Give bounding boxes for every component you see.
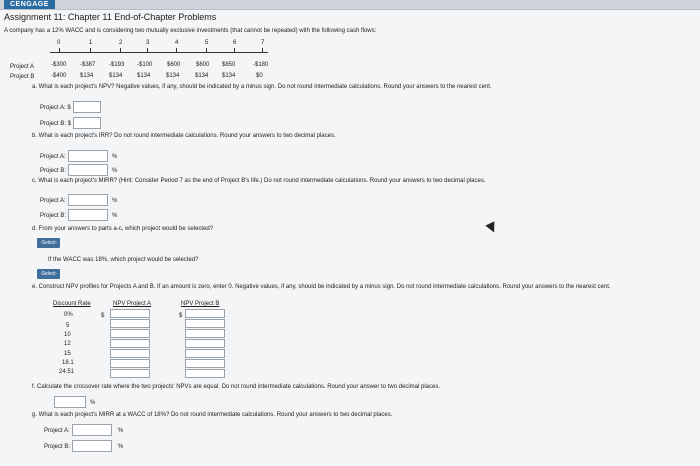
period-label: 5 — [205, 40, 209, 46]
rate-label: 0% — [64, 312, 73, 318]
irr-b-label: Project B: — [40, 168, 67, 174]
mouse-cursor-icon — [485, 221, 498, 234]
cash-flow-a: -$193 — [109, 62, 125, 68]
timeline-tick — [176, 48, 177, 52]
period-label: 7 — [261, 40, 265, 46]
cash-flow-a: $600 — [167, 62, 181, 68]
cash-flow-b: $134 — [195, 73, 209, 79]
npv-b-profile-input[interactable] — [185, 319, 225, 328]
cash-flow-a: -$387 — [80, 62, 96, 68]
rate-label: 10 — [64, 332, 71, 338]
npv-a-profile-input[interactable] — [110, 329, 150, 338]
npv-b-profile-input[interactable] — [185, 309, 225, 318]
crossover-input[interactable] — [54, 396, 86, 408]
cash-flow-b: -$400 — [51, 73, 67, 79]
npv-a-profile-input[interactable] — [110, 319, 150, 328]
cash-flow-b: $134 — [166, 73, 180, 79]
period-label: 0 — [57, 40, 61, 46]
rate-label: 15 — [64, 351, 71, 357]
brand-logo: CENGAGE — [4, 0, 55, 9]
mirr-b-input[interactable] — [68, 209, 108, 221]
timeline-tick — [120, 48, 121, 52]
cash-flow-b: $134 — [137, 73, 151, 79]
timeline-tick — [90, 48, 91, 52]
cash-flow-a: $600 — [196, 62, 210, 68]
npv-a-input[interactable] — [73, 101, 101, 113]
page-title: Assignment 11: Chapter 11 End-of-Chapter Problems — [4, 12, 217, 22]
problem-intro: A company has a 12% WACC and is considering two mutually exclusive investments (that cannot be repeated) with the following cash flows: — [4, 28, 377, 34]
irr-b-pct: % — [112, 168, 118, 174]
npv-b-label: Project B: $ — [40, 121, 72, 127]
timeline-axis — [50, 52, 268, 53]
browser-top-bar — [0, 0, 700, 10]
timeline-tick — [234, 48, 235, 52]
period-label: 4 — [175, 40, 179, 46]
mirr18-b-pct: % — [118, 444, 124, 450]
npv-b-input[interactable] — [73, 117, 101, 129]
npv-a-label: Project A: $ — [40, 105, 71, 111]
crossover-pct: % — [90, 400, 96, 406]
project-a-label: Project A — [10, 64, 35, 70]
npv-b-profile-input[interactable] — [185, 339, 225, 348]
cash-flow-a: -$100 — [137, 62, 153, 68]
npv-a-profile-input[interactable] — [110, 359, 150, 368]
question-e: e. Construct NPV profiles for Projects A and B. If an amount is zero, enter 0. Negative values, if any, should be indicated by a minus sign. Do not round intermediate calculations. Round your answers to the nearest cent. — [32, 284, 611, 290]
mirr-b-label: Project B: — [40, 213, 67, 219]
timeline-tick — [262, 48, 263, 52]
rate-label: 5 — [66, 323, 70, 329]
mirr-a-label: Project A: — [40, 198, 66, 204]
question-b: b. What is each project's IRR? Do not round intermediate calculations. Round your answers to two decimal places. — [32, 133, 336, 139]
timeline-tick — [147, 48, 148, 52]
mirr18-a-label: Project A: — [44, 428, 70, 434]
wacc-question: If the WACC was 18%, which project would be selected? — [48, 257, 199, 263]
npv-a-profile-input[interactable] — [110, 339, 150, 348]
rate-label: 18.1 — [62, 360, 74, 366]
irr-a-pct: % — [112, 154, 118, 160]
project-b-label: Project B — [10, 74, 35, 80]
question-g: g. What is each project's MIRR at a WACC of 18%? Do not round intermediate calculations. Round your answers to two decimal places. — [32, 412, 393, 418]
period-label: 2 — [119, 40, 123, 46]
question-a: a. What is each project's NPV? Negative values, if any, should be indicated by a minus sign. Do not round intermediate calculations. Round your answers to the nearest cent. — [32, 84, 492, 90]
col-npv-a: NPV Project A — [113, 301, 152, 307]
irr-a-label: Project A: — [40, 154, 66, 160]
npv-b-profile-input[interactable] — [185, 359, 225, 368]
npv-b-profile-input[interactable] — [185, 369, 225, 378]
mirr-a-input[interactable] — [68, 194, 108, 206]
timeline-tick — [206, 48, 207, 52]
mirr-b-pct: % — [112, 213, 118, 219]
npv-b-profile-input[interactable] — [185, 349, 225, 358]
cash-flow-a: -$300 — [51, 62, 67, 68]
cash-flow-b: $0 — [256, 73, 263, 79]
npv-a-profile-input[interactable] — [110, 349, 150, 358]
cash-flow-a: $850 — [222, 62, 236, 68]
project-select-dropdown[interactable]: -Select- — [37, 238, 60, 248]
rate-label: 24.51 — [59, 369, 75, 375]
cash-flow-b: $134 — [109, 73, 123, 79]
cash-flow-b: $134 — [80, 73, 94, 79]
period-label: 6 — [233, 40, 237, 46]
mirr18-a-pct: % — [118, 428, 124, 434]
npv-b-profile-input[interactable] — [185, 329, 225, 338]
col-discount-rate: Discount Rate — [53, 301, 91, 307]
period-label: 1 — [89, 40, 93, 46]
npv-a-profile-input[interactable] — [110, 369, 150, 378]
question-c: c. What is each project's MIRR? (Hint: Consider Period 7 as the end of Project B's life.) Do not round intermediate calculations. Round your answers to two decimal places. — [32, 178, 486, 184]
npv-a-profile-input[interactable] — [110, 309, 150, 318]
rate-label: 12 — [64, 341, 71, 347]
mirr18-b-label: Project B: — [44, 444, 71, 450]
mirr-a-pct: % — [112, 198, 118, 204]
dollar-sign-b: $ — [179, 313, 183, 319]
question-d: d. From your answers to parts a-c, which project would be selected? — [32, 226, 214, 232]
wacc-select-dropdown[interactable]: -Select- — [37, 269, 60, 279]
timeline-tick — [59, 48, 60, 52]
irr-a-input[interactable] — [68, 150, 108, 162]
dollar-sign-a: $ — [101, 313, 105, 319]
period-label: 3 — [146, 40, 150, 46]
mirr18-b-input[interactable] — [72, 440, 112, 452]
question-f: f. Calculate the crossover rate where the two projects' NPVs are equal. Do not round intermediate calculations. Round your answer to two decimal places. — [32, 384, 441, 390]
cash-flow-b: $134 — [222, 73, 236, 79]
cash-flow-a: -$180 — [253, 62, 269, 68]
col-npv-b: NPV Project B — [181, 301, 220, 307]
mirr18-a-input[interactable] — [72, 424, 112, 436]
irr-b-input[interactable] — [68, 164, 108, 176]
